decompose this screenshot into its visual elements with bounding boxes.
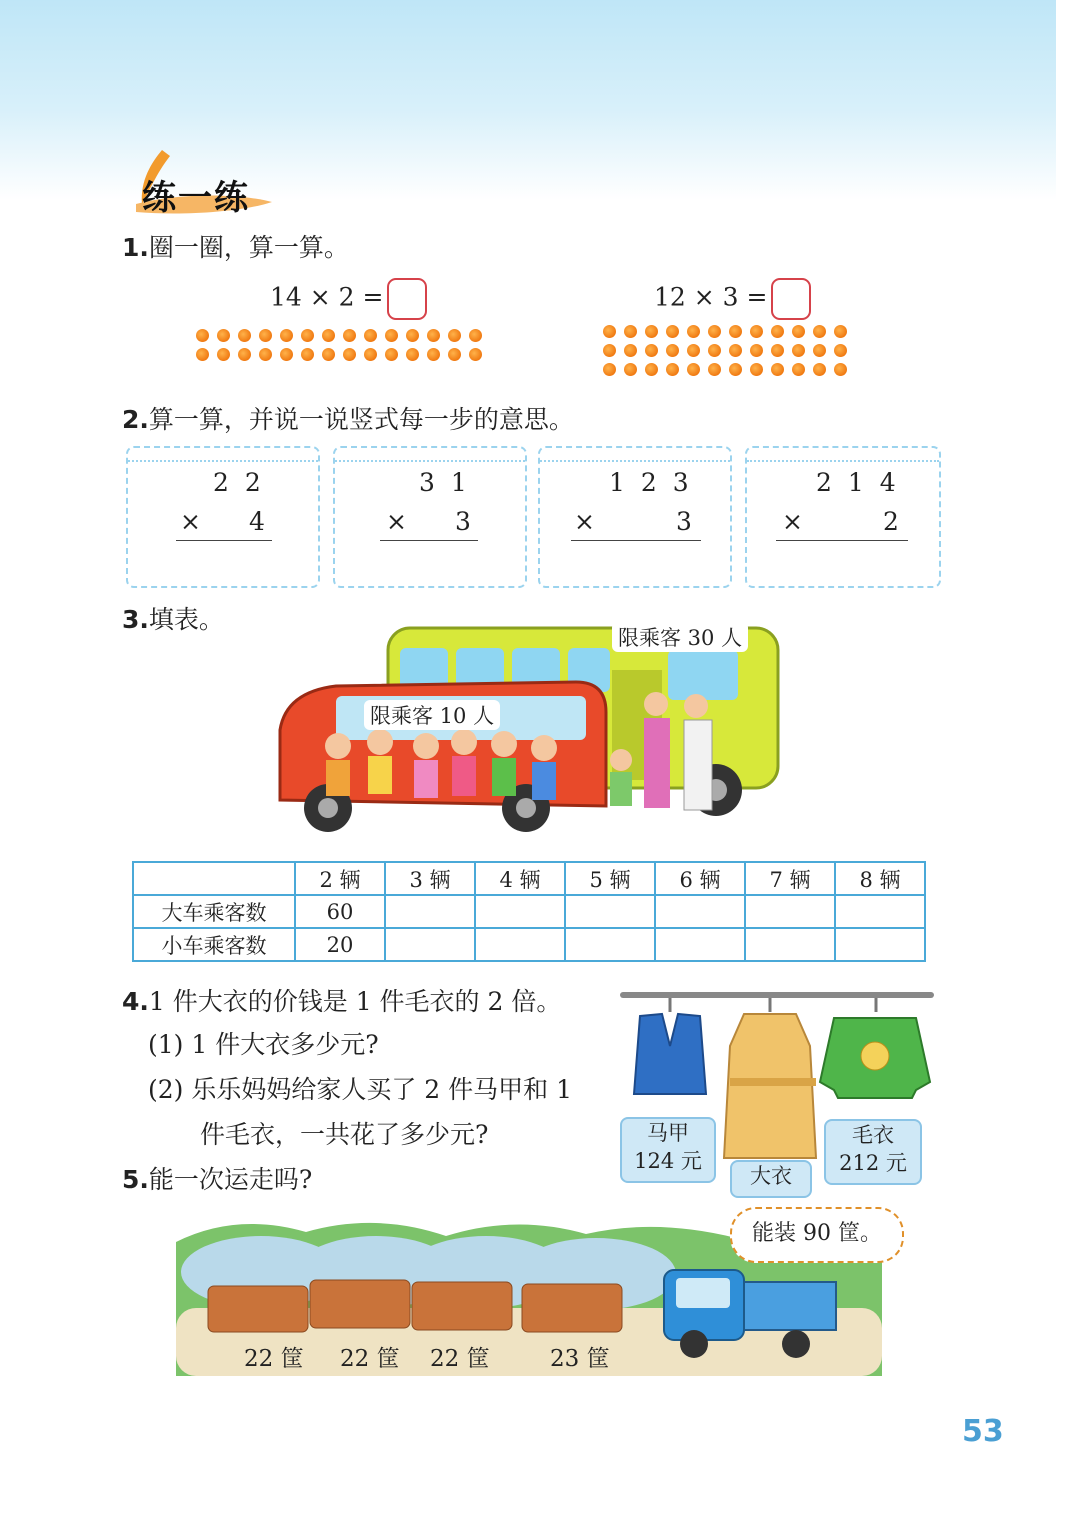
orange-dot — [385, 348, 398, 361]
q1-text: 圈一圈，算一算。 — [148, 233, 349, 262]
q2-p3-top: 1 2 3 — [609, 468, 693, 497]
orange-dot — [750, 363, 763, 376]
table-cell: 20 — [295, 928, 385, 961]
q1-expression-a — [270, 278, 427, 320]
orange-dot — [343, 348, 356, 361]
q1-expr-a-text: 14 × 2 = — [270, 282, 384, 312]
orange-dot — [771, 325, 784, 338]
orange-dot — [624, 344, 637, 357]
orange-dot — [708, 344, 721, 357]
coat-name: 大衣 — [750, 1164, 792, 1188]
q2-p1-line — [176, 540, 272, 541]
table-row — [133, 928, 925, 961]
orange-dot — [792, 325, 805, 338]
orange-dot — [343, 329, 356, 342]
orange-dot — [238, 329, 251, 342]
q2-p3-line — [571, 540, 701, 541]
orange-dot — [280, 348, 293, 361]
q1-dot-group-a — [196, 329, 482, 361]
q3-fill-table — [132, 861, 926, 962]
orange-dot — [792, 344, 805, 357]
orange-dot — [301, 348, 314, 361]
row-label: 小车乘客数 — [133, 928, 295, 961]
table-cell-input[interactable] — [745, 895, 835, 928]
q4-sub2-line1: (2) 乐乐妈妈给家人买了 2 件马甲和 1 — [148, 1075, 573, 1104]
orange-dot — [750, 325, 763, 338]
orange-dot — [448, 348, 461, 361]
orange-dot — [687, 344, 700, 357]
q1-prompt — [122, 228, 349, 264]
q2-p4-times: × — [782, 507, 803, 536]
orange-dot — [729, 344, 742, 357]
q2-p3-mult: 3 — [676, 507, 692, 536]
q1-answer-box-b[interactable] — [771, 278, 811, 320]
table-header-cell: 6 辆 — [655, 862, 745, 895]
orange-dot — [645, 325, 658, 338]
q2-text: 算一算，并说一说竖式每一步的意思。 — [148, 405, 574, 434]
table-cell-input[interactable] — [385, 895, 475, 928]
orange-dot — [645, 344, 658, 357]
orange-dot — [469, 348, 482, 361]
orange-dot — [813, 325, 826, 338]
orange-dot — [813, 344, 826, 357]
orange-dot — [729, 363, 742, 376]
orange-dot — [708, 363, 721, 376]
q2-p2-mult: 3 — [455, 507, 471, 536]
orange-dot — [196, 329, 209, 342]
basket-count-2: 22 筐 — [340, 1346, 400, 1372]
big-bus-capacity-label: 限乘客 30 人 — [612, 622, 748, 652]
orange-dot — [448, 329, 461, 342]
q1-dot-group-b — [603, 325, 847, 376]
table-cell-input[interactable] — [385, 928, 475, 961]
orange-dot — [196, 348, 209, 361]
orange-dot — [834, 363, 847, 376]
q1-expr-b-text: 12 × 3 = — [654, 282, 768, 312]
q2-p2-line — [380, 540, 478, 541]
q5-text: 能一次运走吗? — [148, 1165, 313, 1194]
coat-price-tag — [730, 1160, 812, 1198]
table-header-cell: 3 辆 — [385, 862, 475, 895]
orange-dot — [603, 344, 616, 357]
orange-dot — [322, 348, 335, 361]
q2-p1-times: × — [180, 507, 201, 536]
q2-p3-times: × — [574, 507, 595, 536]
q2-prompt — [122, 400, 574, 436]
orange-dot — [280, 329, 293, 342]
table-row — [133, 895, 925, 928]
orange-dot — [834, 344, 847, 357]
orange-dot — [238, 348, 251, 361]
orange-dot — [259, 348, 272, 361]
q3-prompt — [122, 600, 224, 636]
small-bus-capacity-label: 限乘客 10 人 — [364, 700, 500, 730]
table-header-cell: 2 辆 — [295, 862, 385, 895]
orange-dot — [469, 329, 482, 342]
basket-count-3: 22 筐 — [430, 1346, 490, 1372]
table-cell-input[interactable] — [475, 895, 565, 928]
orange-dot — [687, 325, 700, 338]
orange-dot — [427, 329, 440, 342]
sweater-price-tag — [824, 1119, 922, 1185]
table-cell-input[interactable] — [475, 928, 565, 961]
table-header-cell: 5 辆 — [565, 862, 655, 895]
orange-dot — [624, 325, 637, 338]
sweater-name: 毛衣 — [852, 1123, 894, 1147]
orange-dot — [385, 329, 398, 342]
orange-dot — [406, 348, 419, 361]
table-cell-input[interactable] — [835, 895, 925, 928]
vest-price: 124 元 — [634, 1149, 702, 1173]
orange-dot — [217, 329, 230, 342]
orange-dot — [687, 363, 700, 376]
table-cell: 60 — [295, 895, 385, 928]
basket-count-4: 23 筐 — [550, 1346, 610, 1372]
table-cell-input[interactable] — [655, 928, 745, 961]
truck-capacity-bubble: 能装 90 筐。 — [730, 1207, 904, 1263]
q1-answer-box-a[interactable] — [387, 278, 427, 320]
orange-dot — [666, 363, 679, 376]
orange-dot — [708, 325, 721, 338]
orange-dot — [624, 363, 637, 376]
orange-dot — [666, 344, 679, 357]
q2-p4-mult: 2 — [883, 507, 899, 536]
orange-dot — [301, 329, 314, 342]
row-label: 大车乘客数 — [133, 895, 295, 928]
table-cell-input[interactable] — [565, 928, 655, 961]
table-header-row — [133, 862, 925, 895]
bus-scene-illustration — [276, 620, 786, 840]
orange-dot — [750, 344, 763, 357]
orange-dot — [406, 329, 419, 342]
orange-dot — [259, 329, 272, 342]
q2-p1-top: 2 2 — [213, 468, 265, 497]
table-cell-input[interactable] — [745, 928, 835, 961]
orange-dot — [603, 325, 616, 338]
q5-number: 5. — [122, 1165, 149, 1194]
orange-dot — [217, 348, 230, 361]
page-number: 53 — [962, 1414, 1004, 1449]
q5-prompt — [122, 1160, 312, 1196]
orange-dot — [427, 348, 440, 361]
orange-dot — [729, 325, 742, 338]
q2-p4-line — [776, 540, 908, 541]
table-header-cell — [133, 862, 295, 895]
basket-count-1: 22 筐 — [244, 1346, 304, 1372]
section-title: 练一练 — [142, 178, 250, 218]
table-header-cell: 7 辆 — [745, 862, 835, 895]
q4-number: 4. — [122, 987, 149, 1016]
q1-expression-b — [654, 278, 811, 320]
q2-p2-top: 3 1 — [419, 468, 471, 497]
table-header-cell: 8 辆 — [835, 862, 925, 895]
q2-p1-mult: 4 — [249, 507, 265, 536]
q2-number: 2. — [122, 405, 149, 434]
orange-dot — [322, 329, 335, 342]
orange-dot — [834, 325, 847, 338]
sweater-price: 212 元 — [839, 1151, 907, 1175]
orange-dot — [771, 344, 784, 357]
orange-dot — [603, 363, 616, 376]
q4-text: 1 件大衣的价钱是 1 件毛衣的 2 倍。 — [148, 987, 562, 1016]
orange-dot — [813, 363, 826, 376]
orange-dot — [364, 329, 377, 342]
table-cell-input[interactable] — [655, 895, 745, 928]
table-header-cell: 4 辆 — [475, 862, 565, 895]
orange-dot — [792, 363, 805, 376]
q4-sub1: (1) 1 件大衣多少元? — [148, 1030, 379, 1059]
orange-dot — [666, 325, 679, 338]
q4-prompt — [122, 982, 561, 1018]
vest-price-tag — [620, 1117, 716, 1183]
q2-p2-times: × — [386, 507, 407, 536]
q2-p4-top: 2 1 4 — [816, 468, 900, 497]
table-cell-input[interactable] — [835, 928, 925, 961]
q1-number: 1. — [122, 233, 149, 262]
q3-number: 3. — [122, 605, 149, 634]
vest-name: 马甲 — [647, 1121, 689, 1145]
orange-dot — [364, 348, 377, 361]
orange-dot — [771, 363, 784, 376]
orange-dot — [645, 363, 658, 376]
q4-sub2-line2: 件毛衣，一共花了多少元? — [200, 1120, 489, 1149]
q3-text: 填表。 — [148, 605, 224, 634]
table-cell-input[interactable] — [565, 895, 655, 928]
